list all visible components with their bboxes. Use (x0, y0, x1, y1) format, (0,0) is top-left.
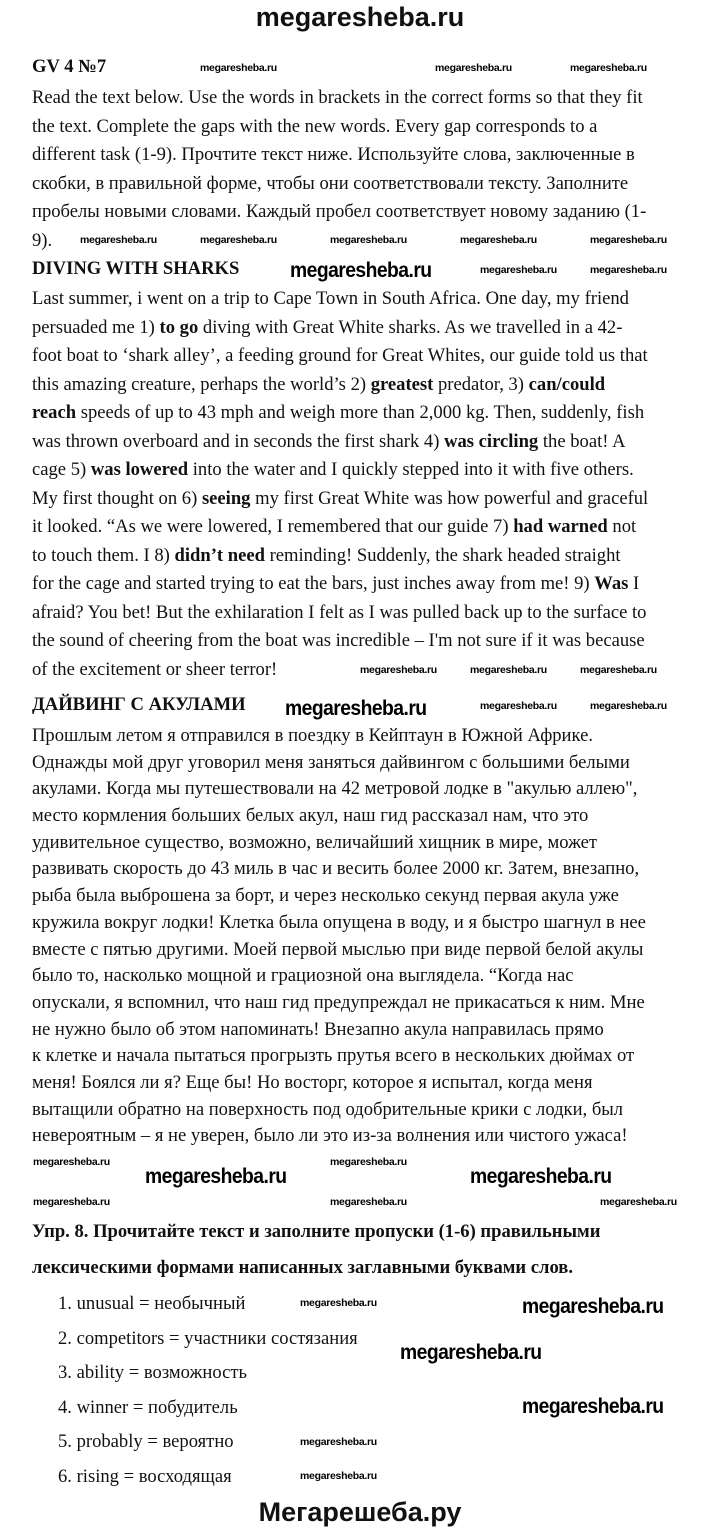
exercise8-answers (58, 1287, 358, 1495)
text-line (58, 1287, 245, 1322)
answer-text: can/could (528, 373, 606, 395)
text-segment: 3. ability = возможность (58, 1362, 247, 1384)
text-line (32, 776, 637, 803)
watermark-large: megaresheba.ru (400, 1341, 542, 1364)
watermark: megaresheba.ru (200, 62, 277, 74)
text-segment: persuaded me 1) (32, 316, 160, 338)
text-line (32, 314, 622, 343)
text-line (32, 141, 635, 170)
watermark-large: megaresheba.ru (470, 1165, 612, 1188)
text-segment: опускали, я вспомнил, что наш гид предупреждал не прикасаться к ним. Мне (32, 991, 645, 1013)
text-segment: the sound of cheering from the boat was incredible – I'm not sure if it was because (32, 630, 645, 651)
text-segment: not (607, 516, 637, 537)
text-segment: foot boat to ‘shark alley’, a feeding ground for Great Whites, our guide told us that (32, 345, 648, 366)
text-line (32, 1097, 623, 1124)
text-segment: 9). (32, 229, 53, 251)
watermark: megaresheba.ru (300, 1470, 377, 1482)
text-segment: 4. winner = побудитель (58, 1396, 238, 1418)
text-line (32, 428, 626, 457)
text-line (32, 1043, 634, 1070)
text-segment: it looked. “As we were lowered, I remembered that our guide 7) (32, 516, 514, 537)
watermark: megaresheba.ru (300, 1297, 377, 1309)
watermark: megaresheba.ru (590, 700, 667, 712)
text-segment: лексическими формами написанных заглавными буквами слов. (32, 1257, 573, 1278)
text-segment: was thrown overboard and in seconds the first shark 4) (32, 430, 445, 452)
site-header[interactable]: megaresheba.ru (255, 2, 465, 32)
site-footer[interactable]: Мегарешеба.ру (258, 1497, 462, 1527)
text-segment: было то, насколько мощной и грациозной она выглядела. “Когда нас (32, 965, 574, 987)
task-title: GV 4 №7 (32, 56, 107, 77)
watermark-large: megaresheba.ru (145, 1165, 287, 1188)
watermark: megaresheba.ru (580, 664, 657, 676)
text-segment: 5. probably = вероятно (58, 1431, 234, 1453)
text-segment: акулами. Когда мы путешествовали на 42 метровой лодке в "акулью аллею", (32, 778, 638, 800)
text-line (32, 570, 639, 599)
text-line (32, 830, 597, 857)
watermark: megaresheba.ru (435, 62, 512, 74)
watermark: megaresheba.ru (480, 264, 557, 276)
text-segment: I (628, 573, 640, 594)
text-segment: Last summer, i went on a trip to Cape Town in South Africa. One day, my friend (32, 288, 629, 309)
text-line (32, 170, 628, 199)
text-line (32, 1214, 600, 1250)
watermark: megaresheba.ru (200, 234, 277, 246)
text-line (32, 399, 644, 428)
text-line (32, 656, 277, 685)
text-segment: 2. competitors = участники состязания (58, 1327, 358, 1349)
watermark: megaresheba.ru (330, 234, 407, 246)
text-segment: for the cage and started trying to eat the bars, just inches away from me! 9) (32, 573, 595, 594)
answer-text: reach (32, 402, 77, 423)
text-line (58, 1425, 234, 1460)
text-line (32, 599, 646, 628)
answer-text: had warned (513, 516, 608, 537)
watermark-large: megaresheba.ru (522, 1395, 664, 1418)
watermark: megaresheba.ru (80, 234, 157, 246)
text-segment: 6. rising = восходящая (58, 1465, 232, 1487)
text-segment: to touch them. I 8) (32, 544, 175, 566)
text-segment: diving with Great White sharks. As we travelled in a 42- (198, 316, 623, 338)
story-en-title: DIVING WITH SHARKS (32, 258, 240, 279)
text-line (58, 1356, 247, 1391)
watermark: megaresheba.ru (570, 62, 647, 74)
text-segment: удивительное существо, возможно, величайший хищник в мире, может (32, 831, 598, 853)
text-line (32, 342, 648, 371)
text-line (32, 456, 634, 485)
watermark-large: megaresheba.ru (522, 1295, 664, 1318)
text-segment: не нужно было об этом напоминать! Внезапно акула направилась прямо (32, 1018, 604, 1040)
text-segment: My first thought on 6) (32, 487, 202, 509)
watermark-large: megaresheba.ru (290, 259, 432, 282)
text-segment: the boat! A (538, 430, 626, 452)
text-segment: пробелы новыми словами. Каждый пробел соответствует новому заданию (1- (32, 201, 647, 222)
watermark: megaresheba.ru (590, 234, 667, 246)
watermark: megaresheba.ru (330, 1196, 407, 1208)
watermark: megaresheba.ru (590, 264, 667, 276)
text-line (32, 84, 643, 113)
answer-text: greatest (370, 373, 434, 395)
text-segment: Прошлым летом я отправился в поездку в Кейптаун в Южной Африке. (32, 725, 593, 746)
text-line (32, 990, 645, 1017)
text-segment: кружила вокруг лодки! Клетка была опущена в воду, и я быстро шагнул в нее (32, 911, 646, 933)
answer-text: was lowered (90, 459, 189, 480)
text-line (32, 803, 588, 830)
text-line (32, 1017, 604, 1044)
text-segment: predator, 3) (433, 373, 529, 395)
text-line (58, 1391, 238, 1426)
text-segment: Read the text below. Use the words in brackets in the correct forms so that they fit (32, 87, 643, 108)
text-line (32, 883, 619, 910)
text-segment: Однажды мой друг уговорил меня заняться дайвингом с большими белыми (32, 751, 630, 773)
watermark: megaresheba.ru (470, 664, 547, 676)
text-segment: к клетке и начала пытаться прогрызть прутья всего в нескольких дюймах от (32, 1045, 635, 1067)
text-line (32, 627, 645, 656)
task-instructions (32, 84, 646, 255)
text-segment: невероятным – я не уверен, было ли это из-за волнения или чистого ужаса! (32, 1125, 628, 1147)
exercise8-instructions (32, 1214, 600, 1286)
watermark: megaresheba.ru (33, 1156, 110, 1168)
text-segment: вытащили обратно на поверхность под одобрительные крики с лодки, был (32, 1098, 624, 1120)
text-segment: this amazing creature, perhaps the world’s 2) (32, 373, 371, 395)
text-line (32, 1123, 628, 1150)
text-segment: рыба была выброшена за борт, и через несколько секунд первая акула уже (32, 885, 619, 907)
text-line (32, 937, 643, 964)
text-line (32, 1070, 593, 1097)
text-segment: 1. unusual = необычный (58, 1293, 246, 1314)
watermark: megaresheba.ru (600, 1196, 677, 1208)
text-segment: вместе с пятью другими. Моей первой мыслью при виде первой белой акулы (32, 938, 644, 960)
answer-text: to go (159, 316, 199, 338)
text-line (32, 485, 648, 514)
text-line (58, 1322, 358, 1357)
story-en-text (32, 285, 648, 684)
watermark-large: megaresheba.ru (285, 697, 427, 720)
watermark: megaresheba.ru (300, 1436, 377, 1448)
story-ru-text (32, 723, 646, 1150)
text-line (32, 227, 52, 256)
watermark: megaresheba.ru (480, 700, 557, 712)
text-segment: of the excitement or sheer terror! (32, 658, 278, 680)
text-line (32, 198, 646, 227)
text-line (32, 371, 605, 400)
watermark: megaresheba.ru (330, 1156, 407, 1168)
text-segment: into the water and I quickly stepped into it with five others. (188, 459, 634, 480)
watermark: megaresheba.ru (33, 1196, 110, 1208)
text-line (32, 910, 646, 937)
watermark: megaresheba.ru (460, 234, 537, 246)
text-segment: Упр. 8. Прочитайте текст и заполните пропуски (1-6) правильными (32, 1221, 601, 1242)
story-ru-title: ДАЙВИНГ С АКУЛАМИ (32, 694, 246, 715)
text-segment: afraid? You bet! But the exhilaration I felt as I was pulled back up to the surface to (32, 601, 647, 623)
text-line (32, 1250, 573, 1286)
text-line (32, 285, 629, 314)
watermark: megaresheba.ru (360, 664, 437, 676)
text-line (32, 723, 593, 750)
text-segment: my first Great White was how powerful and graceful (250, 487, 649, 509)
answer-text: didn’t need (174, 544, 265, 566)
text-line (32, 856, 639, 883)
text-segment: the text. Complete the gaps with the new words. Every gap corresponds to a (32, 115, 598, 137)
answer-text: seeing (201, 487, 251, 509)
text-line (32, 113, 597, 142)
text-segment: место кормления больших белых акул, наш гид рассказал нам, что это (32, 805, 589, 827)
answer-text: was circling (444, 430, 539, 452)
text-segment: cage 5) (32, 459, 91, 480)
text-line (58, 1460, 232, 1495)
text-segment: different task (1-9). Прочтите текст ниже. Используйте слова, заключенные в (32, 144, 635, 165)
text-line (32, 963, 573, 990)
text-segment: развивать скорость до 43 миль в час и весить более 2000 кг. Затем, внезапно, (32, 858, 640, 880)
text-segment: меня! Боялся ли я? Еще бы! Но восторг, которое я испытал, когда меня (32, 1071, 593, 1093)
text-line (32, 513, 636, 542)
text-segment: скобки, в правильной форме, чтобы они соответствовали тексту. Заполните (32, 172, 629, 194)
text-segment: reminding! Suddenly, the shark headed straight (264, 544, 621, 566)
text-line (32, 750, 630, 777)
text-line (32, 542, 621, 571)
answer-text: Was (594, 573, 629, 594)
text-segment: speeds of up to 43 mph and weigh more than 2,000 kg. Then, suddenly, fish (76, 402, 645, 423)
